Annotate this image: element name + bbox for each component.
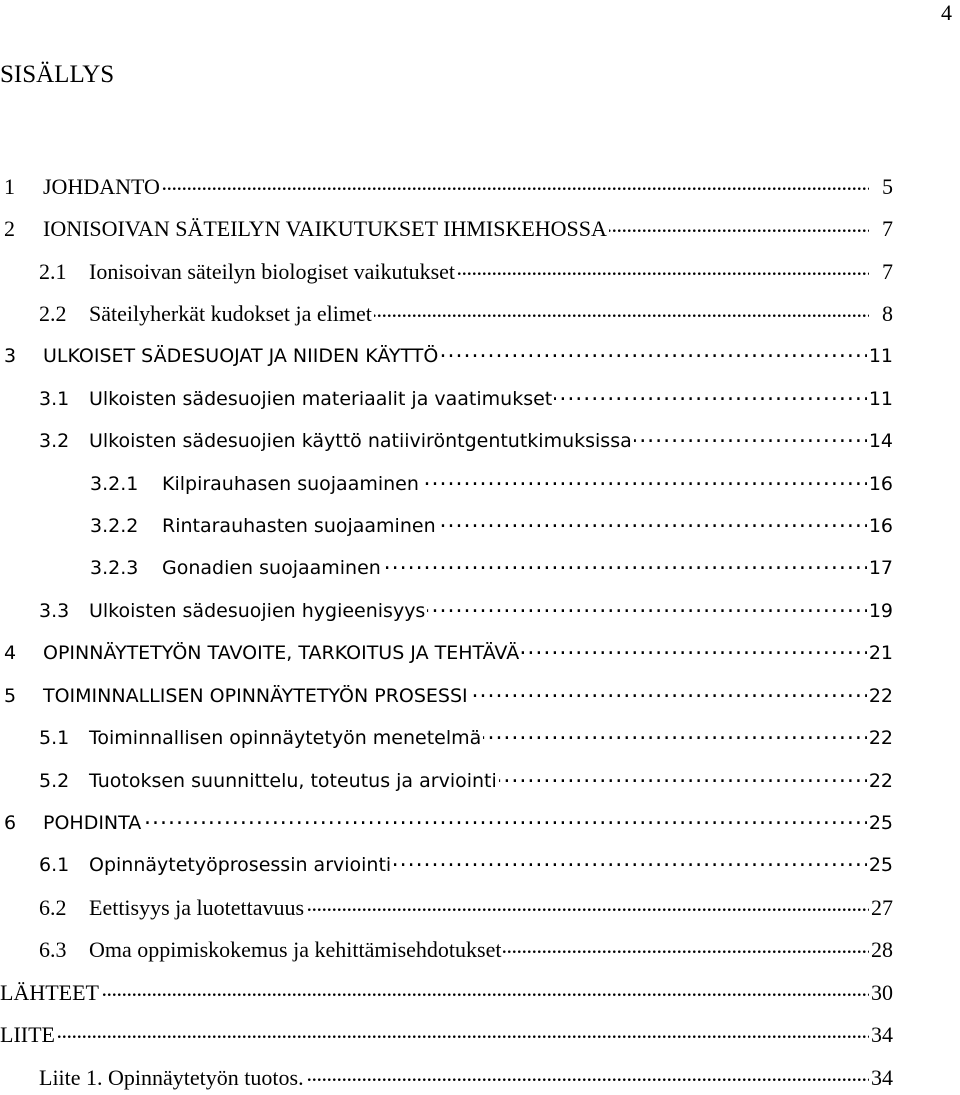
toc-entry-number: 3.2 [39,430,70,452]
toc-entry-number: 5 [4,685,17,707]
toc-entry-page: 34 [871,1022,893,1047]
toc-entry-page: 21 [868,642,893,664]
toc-entry-liite[interactable] [0,1018,893,1052]
toc-entry-label: LÄHTEET [0,980,99,1005]
toc-entry-1[interactable] [0,170,893,204]
toc-entry-5-1[interactable] [39,721,893,755]
dot-leader [374,299,869,321]
toc-entry-label: Ulkoisten sädesuojien materiaalit ja vaatimukset [89,388,553,410]
toc-entry-label: POHDINTA [43,812,142,834]
dot-leader [306,893,869,915]
toc-entry-3-2-2[interactable] [90,509,893,543]
dot-leader [499,765,867,787]
toc-entry-label: Rintarauhasten suojaaminen [162,515,436,537]
toc-entry-3-3[interactable] [39,594,893,628]
toc-entry-page: 7 [882,259,893,284]
toc-entry-page: 22 [868,685,893,707]
toc-entry-number: 2 [4,216,15,241]
toc-entry-number: 5.1 [39,727,70,749]
dot-leader [393,849,867,871]
dot-leader [438,510,867,532]
toc-entry-number: 2.2 [39,301,67,326]
toc-entry-6-3[interactable] [39,933,893,967]
dot-leader [101,978,869,1000]
toc-entry-label: Tuotoksen suunnittelu, toteutus ja arviointi [89,770,497,792]
toc-entry-number: 6.2 [39,895,67,920]
toc-entry-page: 30 [871,980,893,1005]
toc-entry-number: 3.2.1 [90,473,139,495]
toc-entry-label: Liite 1. Opinnäytetyön tuotos. [39,1065,304,1090]
toc-entry-label: OPINNÄYTETYÖN TAVOITE, TARKOITUS JA TEHTÄVÄ [43,642,520,664]
dot-leader [421,468,867,490]
toc-entry-page: 5 [882,174,893,199]
toc-entry-number: 3.2.3 [90,557,139,579]
dot-leader [143,807,867,829]
toc-entry-label: IONISOIVAN SÄTEILYN VAIKUTUKSET IHMISKEHOSSA [43,216,607,241]
toc-entry-label: Säteilyherkät kudokset ja elimet [89,301,372,326]
toc-title: SISÄLLYS [0,61,115,88]
toc-entry-label: Gonadien suojaaminen [162,557,381,579]
toc-entry-page: 27 [871,895,893,920]
toc-entry-3-2[interactable] [39,424,893,458]
dot-leader [470,680,867,702]
toc-entry-label: Ulkoisten sädesuojien käyttö natiiviröntgentutkimuksissa [89,430,632,452]
toc-entry-page: 7 [882,216,893,241]
toc-entry-page: 14 [868,430,893,452]
toc-entry-5[interactable] [0,679,893,713]
toc-entry-page: 17 [868,557,893,579]
toc-entry-number: 3.2.2 [90,515,139,537]
toc-entry-page: 25 [868,854,893,876]
toc-entry-label: Toiminnallisen opinnäytetyön menetelmä [89,727,482,749]
toc-entry-page: 22 [868,770,893,792]
toc-entry-label: ULKOISET SÄDESUOJAT JA NIIDEN KÄYTTÖ [43,345,439,367]
toc-entry-2-1[interactable] [39,255,893,289]
toc-entry-page: 34 [871,1065,893,1090]
dot-leader [457,257,869,279]
toc-entry-number: 3 [4,345,17,367]
toc-entry-number: 5.2 [39,770,70,792]
dot-leader [634,425,867,447]
toc-entry-page: 8 [882,301,893,326]
dot-leader [609,214,869,236]
toc-entry-number: 6 [4,812,17,834]
dot-leader [554,383,867,405]
dot-leader [440,340,867,362]
toc-entry-3-2-3[interactable] [90,551,893,585]
toc-entry-label: Opinnäytetyöprosessin arviointi [89,854,392,876]
toc-entry-number: 6.1 [39,854,70,876]
toc-entry-2[interactable] [0,212,893,246]
toc-entry-number: 3.3 [39,600,70,622]
dot-leader [503,935,869,957]
toc-entry-number: 1 [4,174,15,199]
toc-entry-number: 2.1 [39,259,67,284]
toc-entry-label: Oma oppimiskokemus ja kehittämisehdotukset [89,937,502,962]
toc-entry-4[interactable] [0,636,893,670]
toc-entry-page: 11 [868,388,893,410]
toc-entry-3-2-1[interactable] [90,467,893,501]
toc-entry-label: Eettisyys ja luotettavuus [89,895,305,920]
toc-entry-label: Kilpirauhasen suojaaminen [162,473,419,495]
toc-entry-page: 19 [868,600,893,622]
toc-entry-liite-1[interactable] [39,1061,893,1095]
toc-entry-label: LIITE [0,1022,55,1047]
toc-entry-page: 16 [868,515,893,537]
toc-entry-3-1[interactable] [39,382,893,416]
dot-leader [57,1020,869,1042]
toc-entry-6-1[interactable] [39,848,893,882]
toc-entry-3[interactable] [0,339,893,373]
toc-entry-page: 11 [868,345,893,367]
dot-leader [306,1063,869,1085]
toc-entry-page: 16 [868,473,893,495]
toc-entry-label: Ulkoisten sädesuojien hygieenisyys [89,600,426,622]
toc-entry-number: 3.1 [39,388,70,410]
toc-entry-6[interactable] [0,806,893,840]
dot-leader [383,552,867,574]
toc-entry-label: TOIMINNALLISEN OPINNÄYTETYÖN PROSESSI [43,685,468,707]
dot-leader [521,637,867,659]
toc-entry-5-2[interactable] [39,764,893,798]
toc-entry-6-2[interactable] [39,891,893,925]
toc-entry-page: 28 [871,937,893,962]
dot-leader [483,722,867,744]
toc-entry-lahteet[interactable] [0,976,893,1010]
dot-leader [427,595,866,617]
dot-leader [162,172,869,194]
toc-entry-page: 22 [868,727,893,749]
toc-entry-number: 4 [4,642,17,664]
page-number: 4 [941,0,952,25]
toc-entry-label: JOHDANTO [43,174,160,199]
toc-entry-number: 6.3 [39,937,67,962]
toc-entry-page: 25 [868,812,893,834]
toc-entry-label: Ionisoivan säteilyn biologiset vaikutukset [89,259,456,284]
toc-entry-2-2[interactable] [39,297,893,331]
